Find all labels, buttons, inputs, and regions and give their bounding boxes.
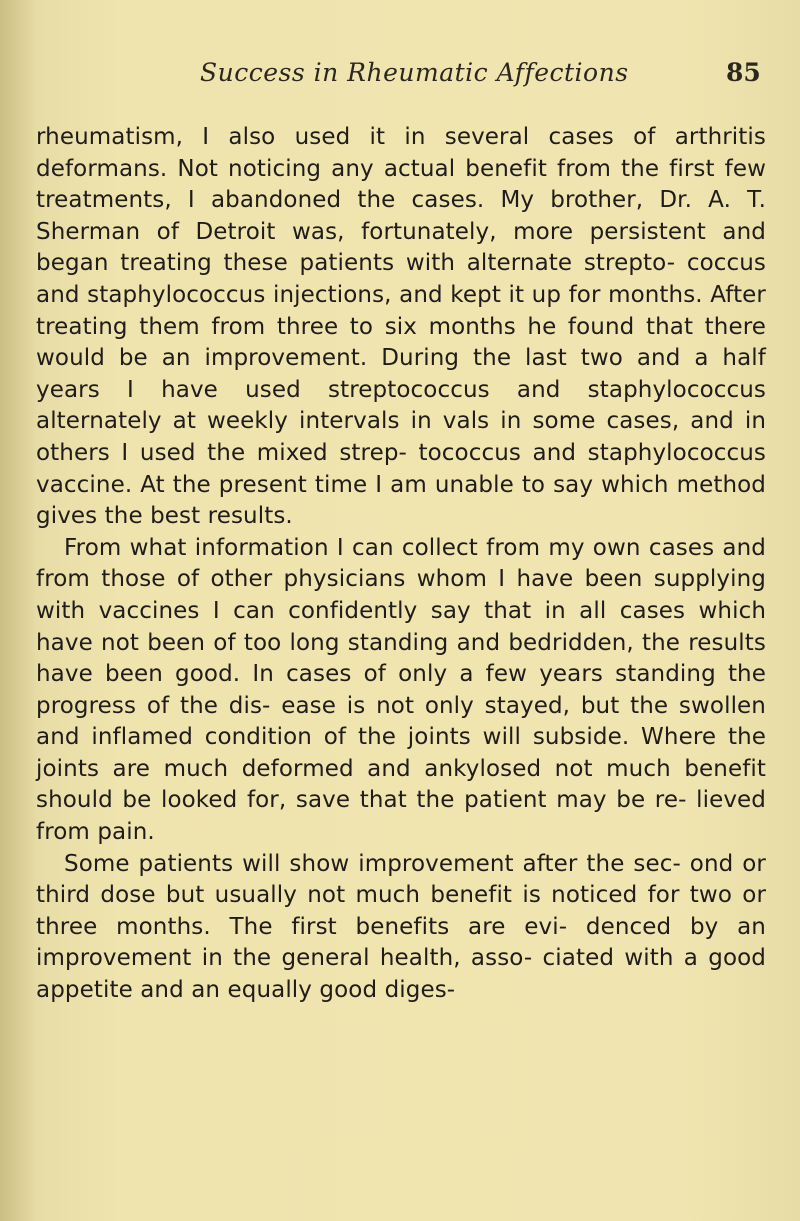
- paragraph-improvement: Some patients will show improvement after the sec- ond or third dose but usually not much benefit is noticed for two or three months. The first benefits are evi- denced by an improvement in the general health, asso- ciated with a good appetite and an equally good diges-: [36, 850, 766, 1004]
- body-text: [36, 122, 766, 1007]
- paragraph-information: From what information I can collect from my own cases and from those of other physicians whom I have been supplying with vaccines I can confidently say that in all cases which have not been of too long standing and bedridden, the results have been good. In cases of only a few years standing the progress of the dis- ease is not only stayed, but the swollen and inflamed condition of the joints will subside. Where the joints are much deformed and ankylosed not much benefit should be looked for, save that the patient may be re- lieved from pain.: [36, 534, 766, 846]
- page-number: 85: [726, 58, 761, 87]
- paragraph-continuation: rheumatism, I also used it in several cases of arthritis deformans. Not noticing any actual benefit from the first few treatments, I abandoned the cases. My brother, Dr. A. T. Sherman of Detroit was, fortunately, more persistent and began treating these patients with alternate strepto- coccus and staphylococcus injections, and kept it up for months. After treating them from three to six months he found that there would be an improvement. During the last two and a half years I have used streptococcus and staphylococcus alternately at weekly intervals in vals in some cases, and in others I used the mixed strep- tococcus and staphylococcus vaccine. At the present time I am unable to say which method gives the best results.: [36, 124, 766, 530]
- running-head-title: Success in Rheumatic Affections: [200, 58, 629, 87]
- running-head: [0, 58, 800, 92]
